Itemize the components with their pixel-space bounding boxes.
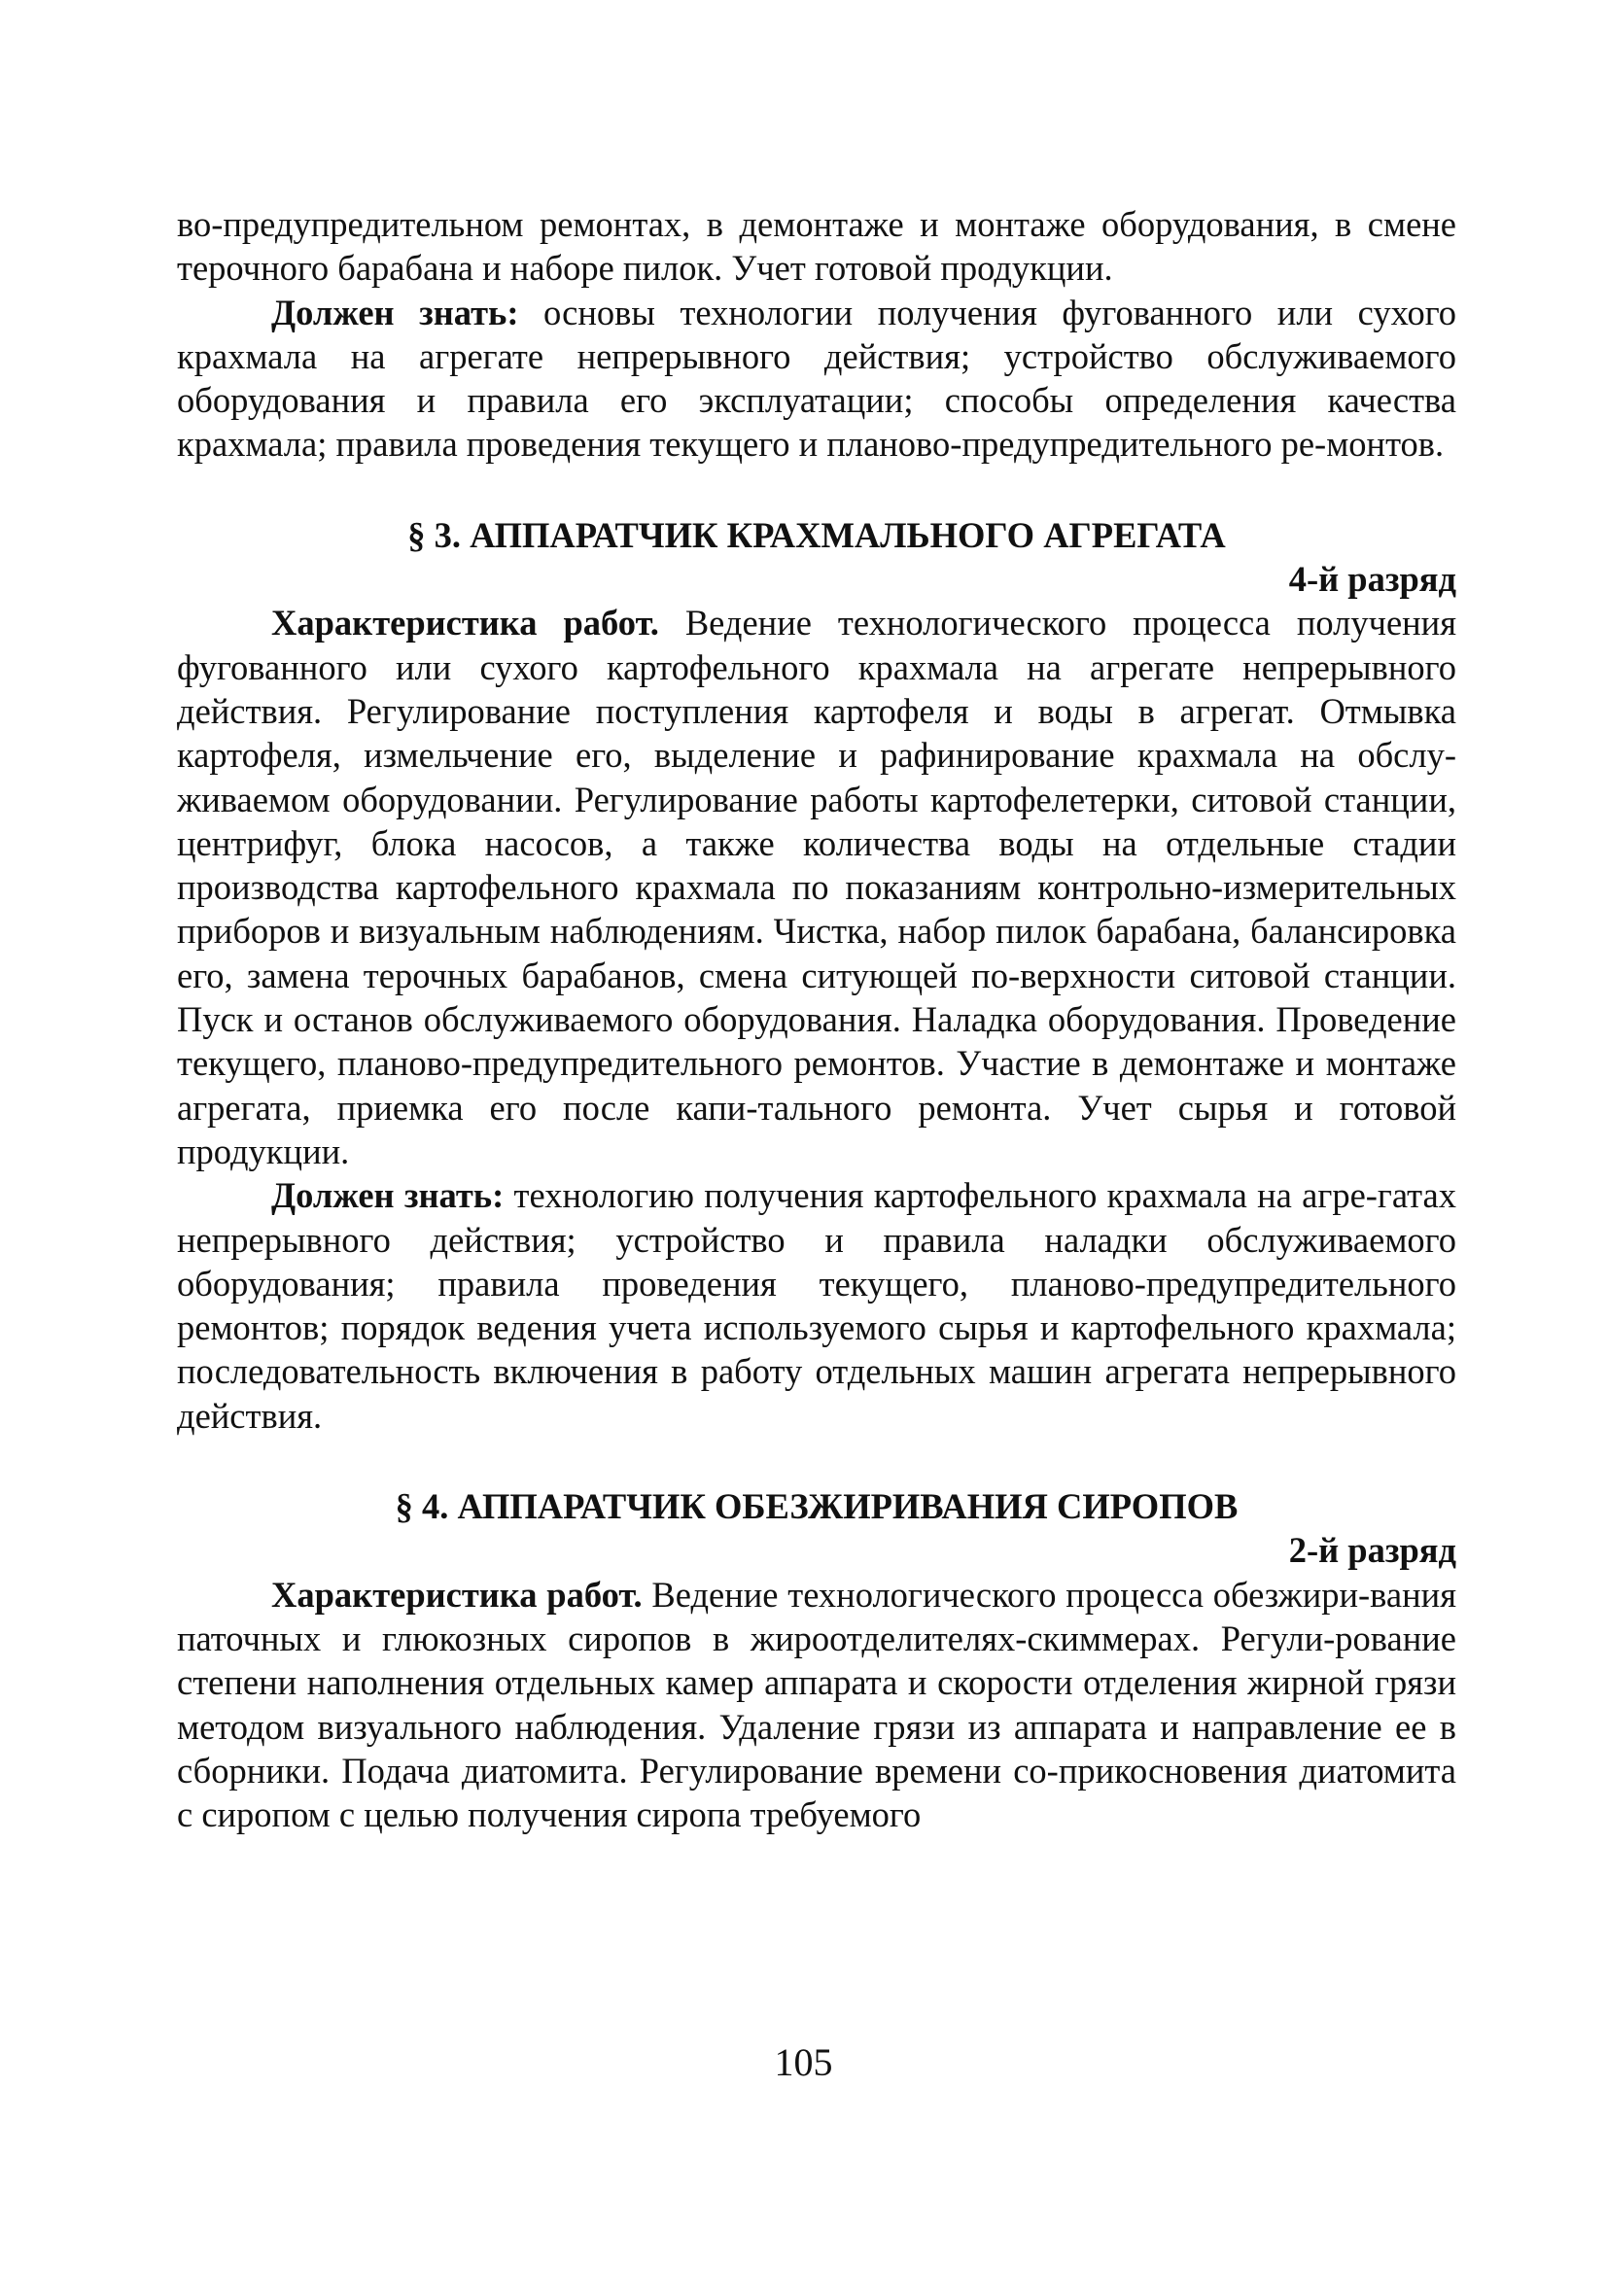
- section-4-work-paragraph: [177, 1573, 1456, 1837]
- knowledge-lead: Должен знать:: [271, 292, 519, 332]
- knowledge-paragraph: [177, 291, 1456, 467]
- section-3-heading: § 3. АППАРАТЧИК КРАХМАЛЬНОГО АГРЕГАТА: [407, 514, 1226, 555]
- section-4-work-text: Ведение технологического процесса обезжири-вания паточных и глюкозных сиропов в жироотделителях-скиммерах. Регули-рование степени наполнения отдельных камер аппарата и скорости отделения жирной грязи методом визуального наблюдения. Удаление грязи из аппарата и направление ее в сборники. Подача диатомита. Регулирование времени со-прикосновения диатомита с сиропом с целью получения сиропа требуемого: [177, 1574, 1456, 1835]
- section-3-work-paragraph: [177, 601, 1456, 1173]
- section-3-knowledge-text: технологию получения картофельного крахмала на агре-гатах непрерывного действия; устройство и правила наладки обслуживаемого оборудования; правила проведения текущего, планово-предупредительного ремонтов; порядок ведения учета используемого сырья и картофельного крахмала; последовательность включения в работу отдельных машин агрегата непрерывного действия.: [177, 1175, 1456, 1436]
- continuation-paragraph: во-предупредительном ремонтах, в демонтаже и монтаже оборудования, в смене терочного барабана и наборе пилок. Учет готовой продукции.: [177, 204, 1456, 289]
- page-number: 105: [774, 2040, 833, 2084]
- section-3-grade: 4-й разряд: [1288, 559, 1456, 600]
- section-3-work-lead: Характеристика работ.: [271, 603, 659, 644]
- knowledge-text: основы технологии получения фугованного или сухого крахмала на агрегате непрерывного действия; устройство обслуживаемого оборудования и правила его эксплуатации; способы определения качества крахмала; правила проведения текущего и планово-предупредительного ре-монтов.: [177, 292, 1457, 465]
- page-body: [177, 202, 1456, 1836]
- section-4-heading: § 4. АППАРАТЧИК ОБЕЗЖИРИВАНИЯ СИРОПОВ: [395, 1486, 1239, 1527]
- section-3-knowledge-lead: Должен знать:: [271, 1175, 505, 1216]
- section-3-knowledge-paragraph: [177, 1173, 1456, 1438]
- section-4-grade: 2-й разряд: [1288, 1530, 1456, 1571]
- section-4-work-lead: Характеристика работ.: [271, 1574, 643, 1615]
- section-3-work-text: Ведение технологического процесса получения фугованного или сухого картофельного крахмала на агрегате непрерывного действия. Регулирование поступления картофеля и воды в агрегат. Отмывка картофеля, измельчение его, выделение и рафинирование крахмала на обслу-живаемом оборудовании. Регулирование работы картофелетерки, ситовой станции, центрифуг, блока насосов, а также количества воды на отдельные стадии производства картофельного крахмала по показаниям контрольно-измерительных приборов и визуальным наблюдениям. Чистка, набор пилок барабана, балансировка его, замена терочных барабанов, смена ситующей по-верхности ситовой станции. Пуск и останов обслуживаемого оборудования. Наладка оборудования. Проведение текущего, планово-предупредительного ремонтов. Участие в демонтаже и монтаже агрегата, приемка его после капи-тального ремонта. Учет сырья и готовой продукции.: [177, 603, 1456, 1171]
